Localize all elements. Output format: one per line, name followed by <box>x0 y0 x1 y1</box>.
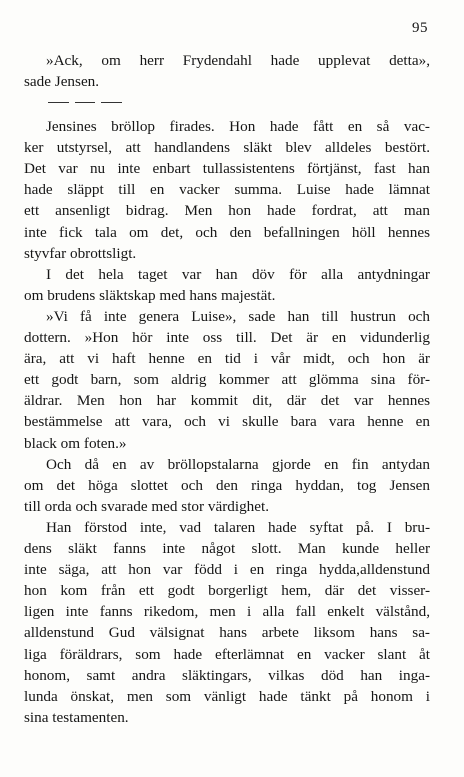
section-divider <box>48 102 122 104</box>
text-line: äldrar. Men hon har kommit dit, där det var hennes <box>24 392 430 410</box>
divider-dash <box>75 102 96 104</box>
text-line: black om foten.» <box>24 434 127 452</box>
text-line: honom, samt andra släktingars, vilkas död han inga- <box>24 666 430 684</box>
text-line: alldenstund Gud välsignat hans arbete liksom hans sa- <box>24 624 430 642</box>
text-line: sade Jensen. <box>24 73 100 91</box>
divider-dash <box>48 102 69 104</box>
text-line: »Vi få inte genera Luise», sade han till hustrun och <box>46 307 430 325</box>
text-line: till orda och svarade med stor värdighet. <box>24 497 270 515</box>
text-line: »Ack, om herr Frydendahl hade upplevat detta», <box>46 52 430 69</box>
text-line: sina testamenten. <box>24 708 129 726</box>
text-line: liga föräldrars, som hade efterlämnat en vacker slant åt <box>24 645 430 663</box>
text-line: ära, att vi haft henne en tid i vår midt, och hon är <box>24 350 430 368</box>
text-line: styvfar obrottsligt. <box>24 244 137 262</box>
text-line: hade släppt till en vacker summa. Luise hade lämnat <box>24 181 430 199</box>
text-line: ligen inte fanns rikedom, men i alla fall enkelt välstånd, <box>24 603 430 621</box>
text-line: inte säga, att hon var född i en ringa hydda,alldenstund <box>24 561 430 579</box>
text-line: hon kom från ett godt borgerligt hem, där det visser- <box>24 582 430 600</box>
text-line: bestämmelse att vara, och vi skulle bara vara henne en <box>24 413 430 431</box>
divider-dash <box>101 102 122 104</box>
text-line: om det höga slottet och den ringa hyddan, tog Jensen <box>24 476 430 494</box>
text-line: lunda önskat, men som vänligt hade tänkt på honom i <box>24 687 430 705</box>
text-line: Det var nu inte enbart tullassistentens förtjänst, fast han <box>24 160 430 178</box>
text-line: dottern. »Hon hör inte oss till. Det är en vidunderlig <box>24 329 430 346</box>
text-line: Jensines bröllop firades. Hon hade fått en så vac- <box>46 118 430 135</box>
page-number: 95 <box>412 20 428 36</box>
text-line: inte fick tala om det, och den befallningen höll hennes <box>24 223 430 241</box>
text-line: ett ansenligt bidrag. Men hon hade fordrat, att man <box>24 202 430 220</box>
text-line: Och då en av bröllopstalarna gjorde en fin antydan <box>46 455 430 473</box>
text-line: om brudens släktskap med hans majestät. <box>24 286 276 304</box>
text-line: ker utstyrsel, att handlandens släkt blev alldeles bestört. <box>24 139 430 157</box>
text-line: I det hela taget var han döv för alla antydningar <box>46 265 430 283</box>
text-line: dens släkt fanns inte något slott. Man kunde heller <box>24 540 430 557</box>
text-line: Han förstod inte, vad talaren hade syftat på. I bru- <box>46 518 430 536</box>
text-line: ett godt barn, som aldrig kommer att glömma sina för- <box>24 371 430 389</box>
